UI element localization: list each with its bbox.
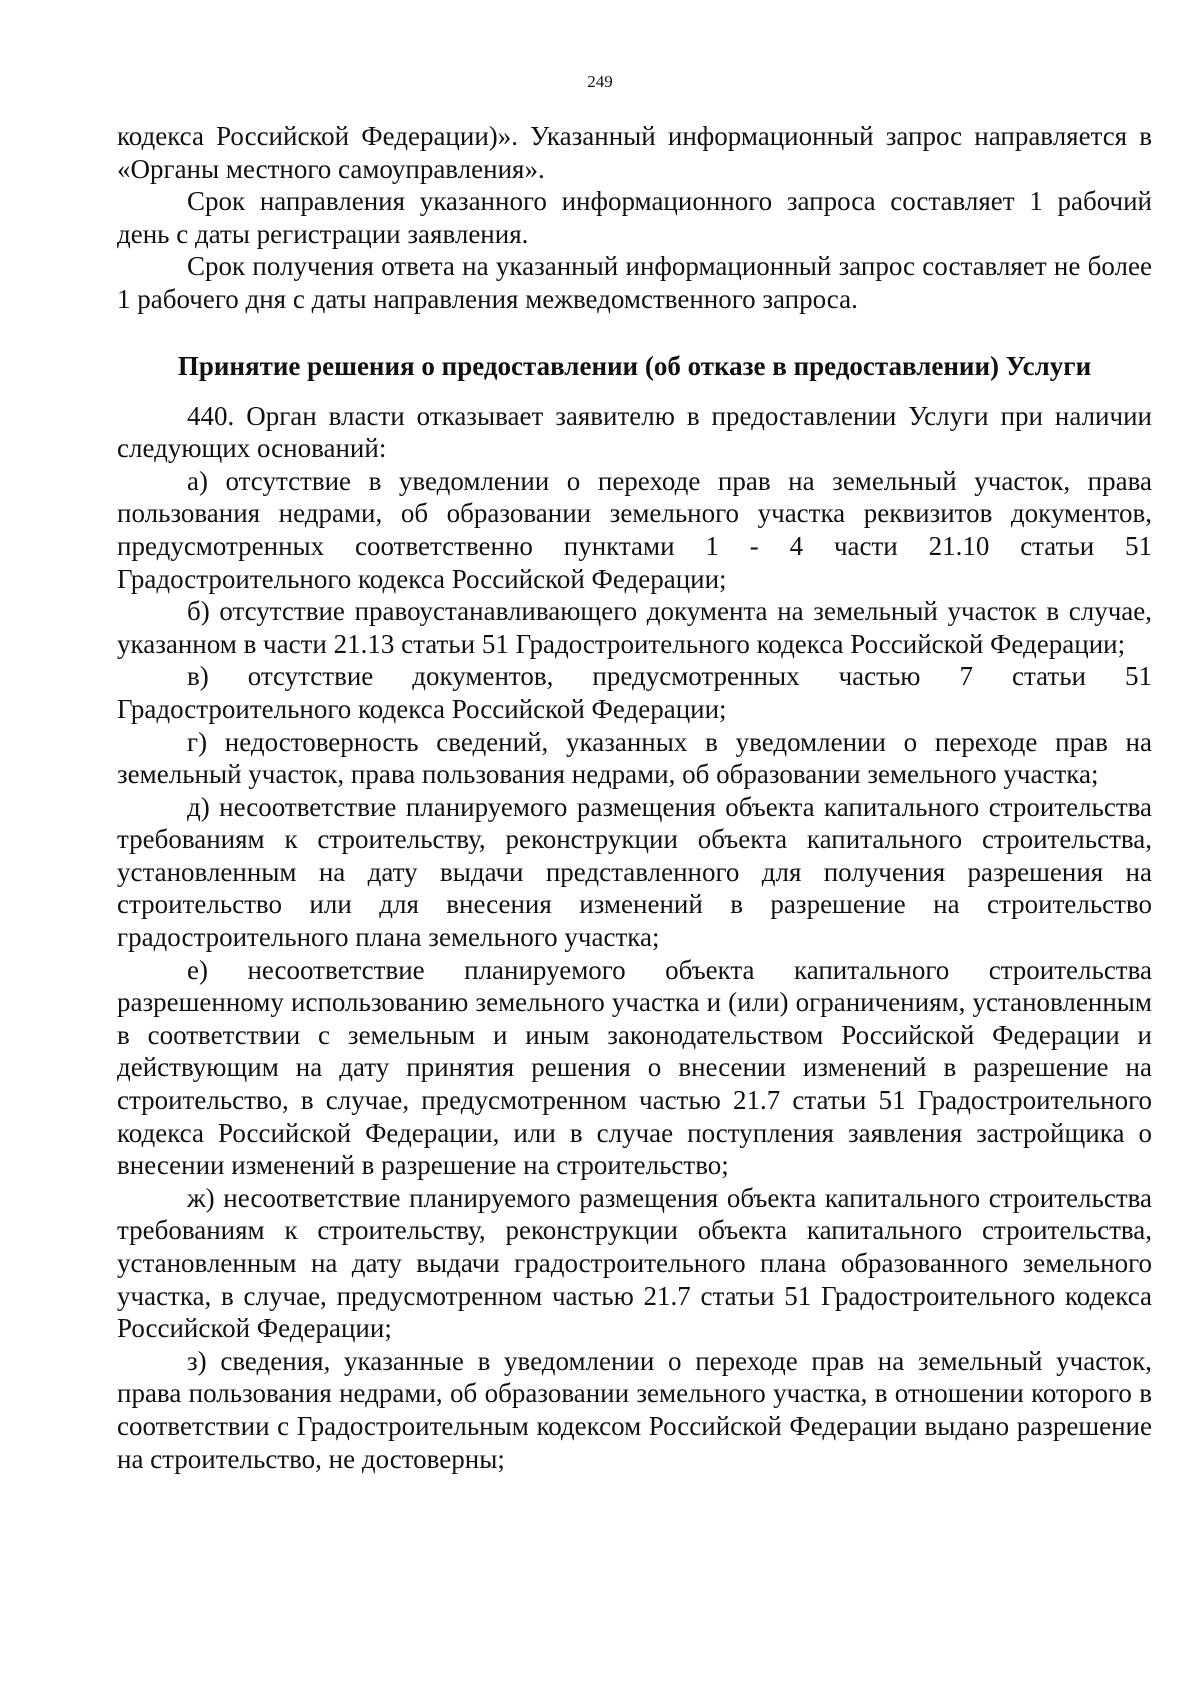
list-item-a: а) отсутствие в уведомлении о переходе прав на земельный участок, права пользования недрами, об образовании земельного участка реквизитов документов, предусмотренных соответственно пунктами 1 - 4 части 21.10 статьи 51 Градостроительного кодекса Российской Федерации; <box>117 465 1152 594</box>
page-number: 249 <box>587 72 613 91</box>
list-item-b: б) отсутствие правоустанавливающего документа на земельный участок в случае, указанном в части 21.13 статьи 51 Градостроительного кодекса Российской Федерации; <box>117 596 1152 659</box>
paragraph-response-deadline: Срок получения ответа на указанный информационный запрос составляет не более 1 рабочего дня с даты направления межведомственного запроса. <box>117 251 1152 314</box>
list-item-zh: ж) несоответствие планируемого размещения объекта капитального строительства требованиям к строительству, реконструкции объекта капитального строительства, установленным на дату выдачи градостроительного плана образованного земельного участка, в случае, предусмотренном частью 21.7 статьи 51 Градостроительного кодекса Российской Федерации; <box>117 1182 1152 1344</box>
list-item-v: в) отсутствие документов, предусмотренных частью 7 статьи 51 Градостроительного кодекса Российской Федерации; <box>117 661 1152 724</box>
document-body <box>117 120 1152 1475</box>
paragraph-440: 440. Орган власти отказывает заявителю в предоставлении Услуги при наличии следующих оснований: <box>117 400 1152 464</box>
list-item-e: е) несоответствие планируемого объекта капитального строительства разрешенному использованию земельного участка и (или) ограничениям, установленным в соответствии с земельным и иным законодательством Российской Федерации и действующим на дату принятия решения о внесении изменений в разрешение на строительство, в случае, предусмотренном частью 21.7 статьи 51 Градостроительного кодекса Российской Федерации, или в случае поступления заявления застройщика о внесении изменений в разрешение на строительство; <box>117 954 1152 1181</box>
paragraph-continuation: кодекса Российской Федерации)». Указанный информационный запрос направляется в «Органы местного самоуправления». <box>117 121 1152 184</box>
list-item-z: з) сведения, указанные в уведомлении о переходе прав на земельный участок, права пользования недрами, об образовании земельного участка, в отношении которого в соответствии с Градостроительным кодексом Российской Федерации выдано разрешение на строительство, не достоверны; <box>117 1345 1152 1474</box>
paragraph-request-deadline: Срок направления указанного информационного запроса составляет 1 рабочий день с даты регистрации заявления. <box>117 186 1152 249</box>
list-item-g: г) недостоверность сведений, указанных в уведомлении о переходе прав на земельный участок, права пользования недрами, об образовании земельного участка; <box>117 726 1152 790</box>
section-heading: Принятие решения о предоставлении (об отказе в предоставлении) Услуги <box>177 350 1092 381</box>
list-item-d: д) несоответствие планируемого размещения объекта капитального строительства требованиям к строительству, реконструкции объекта капитального строительства, установленным на дату выдачи представленного для получения разрешения на строительство или для внесения изменений в разрешение на строительство градостроительного плана земельного участка; <box>117 791 1152 953</box>
